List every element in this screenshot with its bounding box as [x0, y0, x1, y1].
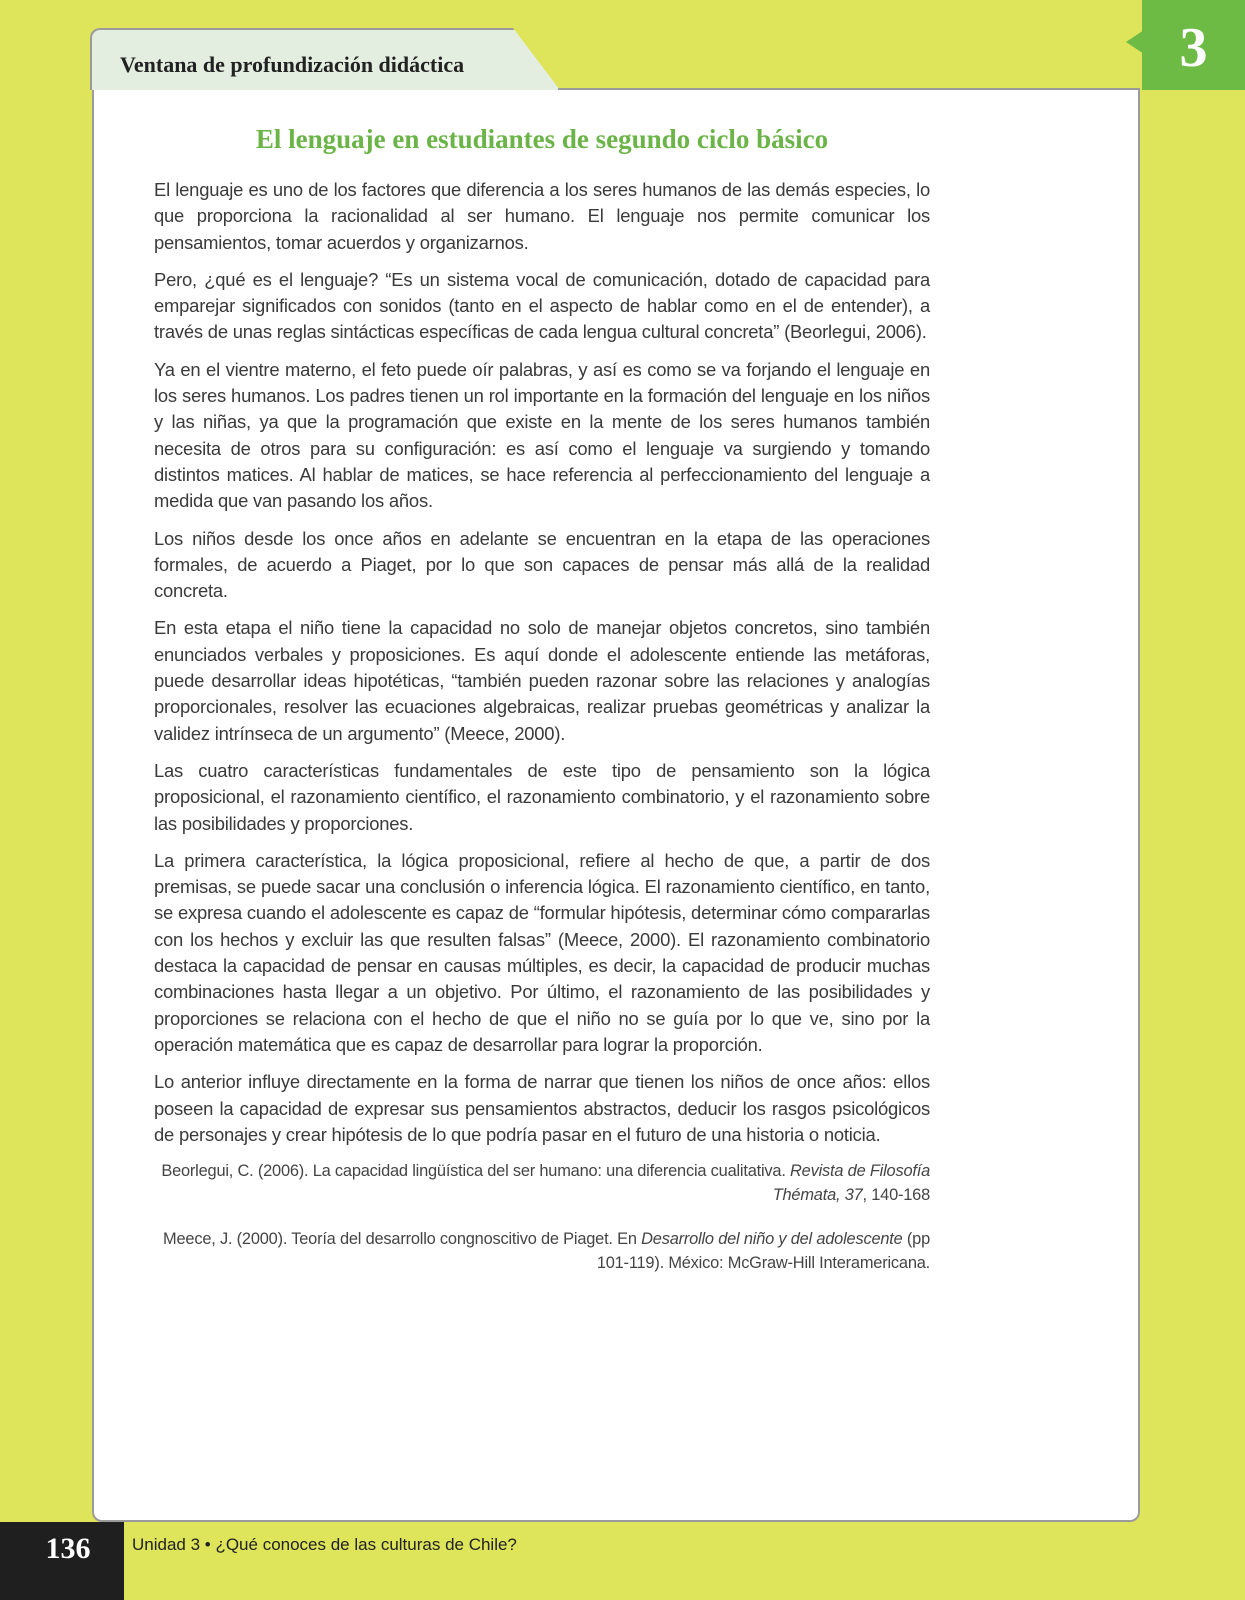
paragraph: El lenguaje es uno de los factores que diferencia a los seres humanos de las demás especies, lo que proporciona la racionalidad al ser humano. El lenguaje nos permite comunicar los pensamientos, tomar acuerdos y organizarnos. [154, 179, 930, 253]
chapter-number: 3 [1179, 17, 1208, 79]
paragraph: Lo anterior influye directamente en la forma de narrar que tienen los niños de once años: ellos poseen la capacidad de expresar sus pensamientos abstractos, deducir los rasgos psicológicos de personajes y crear hipótesis de lo que podría pasar en el futuro de una historia o noticia. [154, 1071, 930, 1145]
reference-text: Beorlegui, C. (2006). La capacidad lingüística del ser humano: una diferencia cualitativa. [161, 1162, 791, 1181]
paragraph: En esta etapa el niño tiene la capacidad no solo de manejar objetos concretos, sino también enunciados verbales y proposiciones. Es aquí donde el adolescente entiende las metáforas, puede desarrollar ideas hipotéticas, “también pueden razonar sobre las relaciones y analogías proporcionales, resolver las ecuaciones algebraicas, realizar pruebas geométricas y analizar la validez intrínseca de un argumento” (Meece, 2000). [154, 617, 930, 744]
reference-pages: (pp 101-119). México: McGraw-Hill Interamericana. [596, 1230, 930, 1273]
paragraph: Ya en el vientre materno, el feto puede oír palabras, y así es como se va forjando el lenguaje en los seres humanos. Los padres tienen un rol importante en la formación del lenguaje en los niños y las niñas, ya que la programación que existe en la mente de los seres humanos también necesita de otros para su configuración: es así como el lenguaje va surgiendo y tomando distintos matices. Al hablar de matices, se hace referencia al perfeccionamiento del lenguaje a medida que van pasando los años. [154, 358, 930, 512]
page-number: 136 [45, 1532, 91, 1565]
footer-unit-title: Unidad 3 • ¿Qué conoces de las culturas de Chile? [132, 1535, 517, 1554]
reference-pages: , 140-168 [862, 1186, 930, 1205]
reference-source: Desarrollo del niño y del adolescente [641, 1230, 903, 1249]
reference-meece [154, 1227, 930, 1275]
paragraph: Pero, ¿qué es el lenguaje? “Es un sistema vocal de comunicación, dotado de capacidad para emparejar significados con sonidos (tanto en el aspecto de hablar como en el de entender), a través de unas reglas sintácticas específicas de cada lengua cultural concreta” (Beorlegui, 2006). [154, 268, 930, 343]
reference-text: Meece, J. (2000). Teoría del desarrollo congnoscitivo de Piaget. En [163, 1230, 642, 1249]
reference-source: Revista de Filosofía Thémata, 37 [772, 1162, 930, 1205]
paragraph: Los niños desde los once años en adelante se encuentran en la etapa de las operaciones formales, de acuerdo a Piaget, por lo que son capaces de pensar más allá de la realidad concreta. [154, 527, 930, 602]
paragraph: La primera característica, la lógica proposicional, refiere al hecho de que, a partir de dos premisas, se puede sacar una conclusión o inferencia lógica. El razonamiento científico, en tanto, se expresa cuando el adolescente es capaz de “formular hipótesis, determinar cómo compararlas con los hechos y excluir las que resulten falsas” (Meece, 2000). El razonamiento combinatorio destaca la capacidad de pensar en causas múltiples, es decir, la capacidad de producir muchas combinaciones hasta llegar a un objetivo. Por último, el razonamiento de las posibilidades y proporciones se relaciona con el hecho de que el niño no se guía por lo que ve, sino por la operación matemática que es capaz de desarrollar para lograr la proporción. [154, 849, 930, 1055]
reference-beorlegui [154, 1159, 930, 1207]
article-title: El lenguaje en estudiantes de segundo ciclo básico [255, 124, 829, 154]
article [154, 124, 930, 1295]
paragraph: Las cuatro características fundamentales de este tipo de pensamiento son la lógica proposicional, el razonamiento científico, el razonamiento combinatorio, y el razonamiento sobre las posibilidades y proporciones. [154, 759, 930, 834]
section-title: Ventana de profundización didáctica [120, 52, 465, 77]
